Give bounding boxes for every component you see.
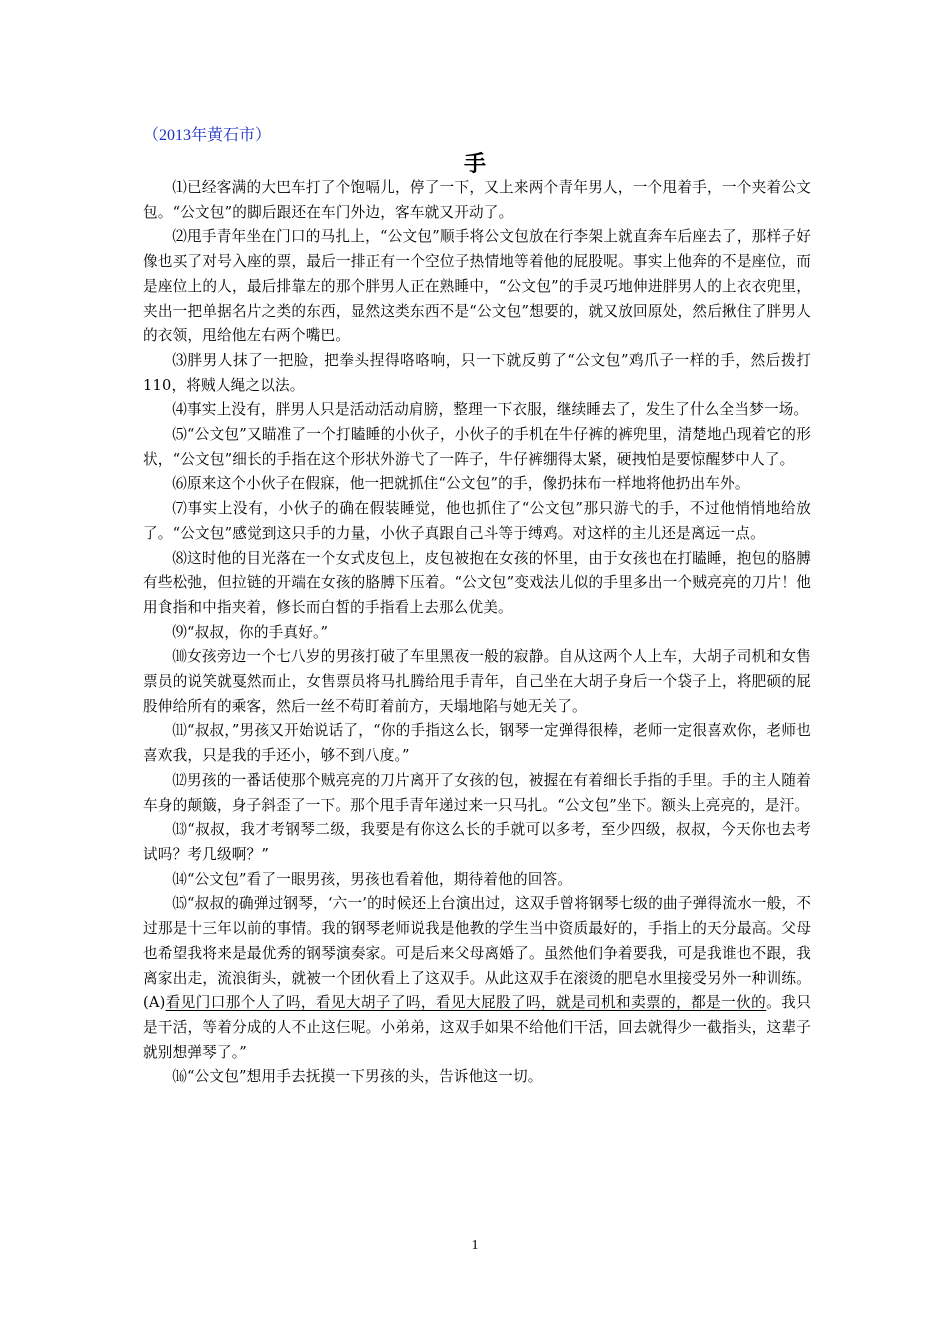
paragraph-6: ⑹原来这个小伙子在假寐，他一把就抓住“公文包”的手，像扔抹布一样地将他扔出车外。 xyxy=(172,475,750,493)
paragraph-10: ⑽女孩旁边一个七八岁的男孩打破了车里黑夜一般的寂静。自从这两个人上车，大胡子司机和女售票员的说笑就戛然而止，女售票员将马扎腾给甩手青年，自己坐在大胡子身后一个袋子上，将肥硕的屁股伸给所有的乘客，然后一丝不苟盯着前方，天塌地陷与她无关了。 xyxy=(143,648,811,715)
paragraph-3: ⑶胖男人抹了一把脸，把拳头捏得咯咯响，只一下就反剪了“公文包”鸡爪子一样的手，然后拨打110，将贼人绳之以法。 xyxy=(143,351,811,394)
paragraph-14: ⒁“公文包”看了一眼男孩，男孩也看着他，期待着他的回答。 xyxy=(172,870,573,888)
paragraph-8: ⑻这时他的目光落在一个女式皮包上，皮包被抱在女孩的怀里，由于女孩也在打瞌睡，抱包的胳膊有些松弛，但拉链的开端在女孩的胳膊下压着。“公文包”变戏法儿似的手里多出一个贼亮亮的刀片！他用食指和中指夹着，修长而白皙的手指看上去那么优美。 xyxy=(143,549,811,616)
paragraph-16: ⒃“公文包”想用手去抚摸一下男孩的头，告诉他这一切。 xyxy=(172,1068,543,1086)
paragraph-12: ⑿男孩的一番话使那个贼亮亮的刀片离开了女孩的包，被握在有着细长手指的手里。手的主人随着车身的颠簸，身子斜歪了一下。那个甩手青年递过来一只马扎。“公文包”坐下。额头上亮亮的，是汗。 xyxy=(143,771,811,814)
article-body xyxy=(143,176,811,1090)
underlined-sentence-a: 看见门口那个人了吗，看见大胡子了吗，看见大屁股了吗，就是司机和卖票的，都是一伙的 xyxy=(165,994,767,1012)
paragraph-2: ⑵甩手青年坐在门口的马扎上，“公文包”顺手将公文包放在行李架上就直奔车后座去了，那样子好像也买了对号入座的票，最后一排正有一个空位子热情地等着他的屁股呢。事实上他奔的不是座位，而是座位上的人，最后排靠左的那个胖男人正在熟睡中，“公文包”的手灵巧地伸进胖男人的上衣衣兜里，夹出一把单据名片之类的东西，显然这类东西不是“公文包”想要的，就又放回原处，然后揪住了胖男人的衣领，甩给他左右两个嘴巴。 xyxy=(143,228,811,345)
source-label: （2013年黄石市） xyxy=(143,127,272,144)
paragraph-13: ⒀“叔叔，我才考钢琴二级，我要是有你这么长的手就可以多考，至少四级，叔叔，今天你也去考试吗？考几级啊？” xyxy=(143,821,811,863)
paragraph-1: ⑴已经客满的大巴车打了个饱嗝儿，停了一下，又上来两个青年男人，一个甩着手，一个夹着公文包。“公文包”的脚后跟还在车门外边，客车就又开动了。 xyxy=(143,179,811,221)
paragraph-4: ⑷事实上没有，胖男人只是活动活动肩膀，整理一下衣服，继续睡去了，发生了什么全当梦一场。 xyxy=(172,401,809,419)
page-number: 1 xyxy=(471,1238,479,1253)
paragraph-11: ⑾“叔叔，”男孩又开始说话了，“你的手指这么长，钢琴一定弹得很棒，老师一定很喜欢你，老师也喜欢我，只是我的手还小，够不到八度。” xyxy=(143,722,811,765)
paragraph-5: ⑸“公文包”又瞄准了一个打瞌睡的小伙子，小伙子的手机在牛仔裤的裤兜里，清楚地凸现着它的形状，“公文包”细长的手指在这个形状外游弋了一阵子，牛仔裤绷得太紧，硬拽怕是要惊醒梦中人了。 xyxy=(143,426,811,468)
paragraph-15-pre: ⒂“叔叔的确弹过钢琴，‘六一’的时候还上台演出过，这双手曾将钢琴七级的曲子弹得流水一般，不过那是十三年以前的事情。我的钢琴老师说我是他教的学生当中资质最好的，手指上的天分最高。父母也希望我将来是最优秀的钢琴演奏家。可是后来父母离婚了。虽然他们争着要我，可是我谁也不跟，我离家出走，流浪街头，就被一个团伙看上了这双手。从此这双手在滚烫的肥皂水里接受另外一种训练。(A) xyxy=(143,895,811,1012)
paragraph-15-post: 。我只是干活，等着分成的人不止这仨呢。小弟弟，这双手如果不给他们干活，回去就得少一截指头，这辈子就别想弹琴了。” xyxy=(143,994,811,1061)
article-title: 手 xyxy=(463,151,486,177)
paragraph-15 xyxy=(143,892,811,1065)
paragraph-9: ⑼“叔叔，你的手真好。” xyxy=(172,623,329,641)
paragraph-7: ⑺事实上没有，小伙子的确在假装睡觉，他也抓住了“公文包”那只游弋的手，不过他悄悄地给放了。“公文包”感觉到这只手的力量，小伙子真跟自己斗等于缚鸡。对这样的主儿还是离远一点。 xyxy=(143,500,811,542)
